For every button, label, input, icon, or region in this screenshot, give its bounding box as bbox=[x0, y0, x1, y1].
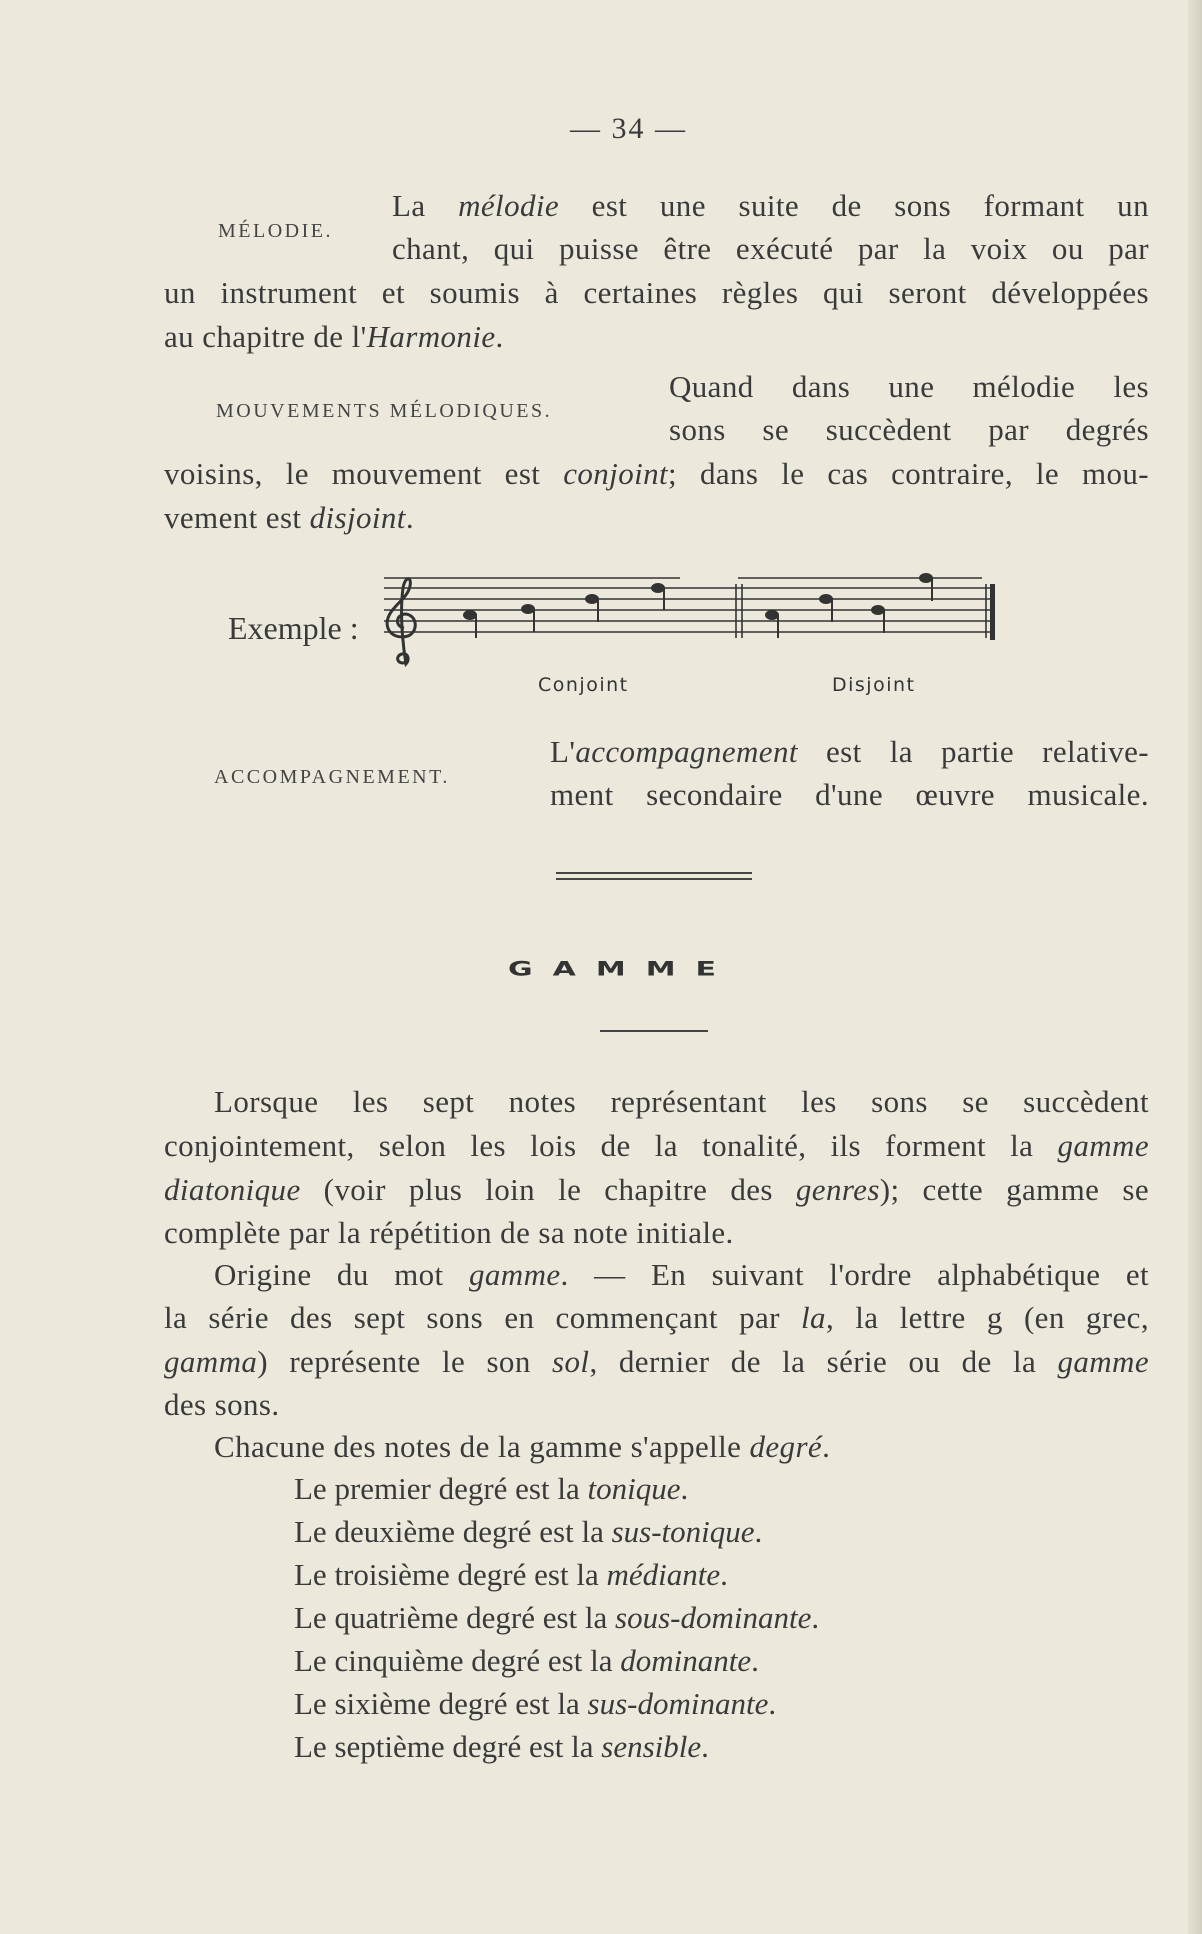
degree-item-4: Le quatrième degré est la sous-dominante. bbox=[294, 1600, 820, 1635]
mouvements-line-1: Quand dans une mélodie les bbox=[669, 369, 1149, 404]
melodie-line-1: La mélodie est une suite de sons formant un bbox=[392, 188, 1149, 223]
gamme-p1-line-3: diatonique (voir plus loin le chapitre des genres); cette gamme se bbox=[164, 1172, 1149, 1207]
melodie-line-2: chant, qui puisse être exécuté par la voix ou par bbox=[392, 231, 1149, 266]
mouvements-line-4: vement est disjoint. bbox=[164, 500, 414, 535]
margin-title-mouvements: MOUVEMENTS MÉLODIQUES. bbox=[216, 400, 553, 422]
title-underline bbox=[600, 1030, 708, 1032]
degree-item-6: Le sixième degré est la sus-dominante. bbox=[294, 1686, 777, 1721]
accompagnement-line-2: ment secondaire d'une œuvre musicale. bbox=[550, 777, 1149, 812]
melodie-line-4: au chapitre de l'Harmonie. bbox=[164, 319, 504, 354]
conjoint-label: Conjoint bbox=[538, 674, 629, 696]
degree-item-7: Le septième degré est la sensible. bbox=[294, 1729, 709, 1764]
gamme-p2-line-3: gamma) représente le son sol, dernier de la série ou de la gamme bbox=[164, 1344, 1149, 1379]
page-edge bbox=[1188, 0, 1202, 1934]
degree-item-1: Le premier degré est la tonique. bbox=[294, 1471, 689, 1506]
disjoint-label: Disjoint bbox=[832, 674, 916, 696]
accompagnement-line-1: L'accompagnement est la partie relative- bbox=[550, 734, 1149, 769]
page-number: — 34 — bbox=[570, 112, 687, 145]
degree-item-2: Le deuxième degré est la sus-tonique. bbox=[294, 1514, 763, 1549]
gamme-p2-line-1: Origine du mot gamme. — En suivant l'ordre alphabétique et bbox=[214, 1257, 1149, 1292]
degree-item-5: Le cinquième degré est la dominante. bbox=[294, 1643, 759, 1678]
section-divider-top bbox=[556, 872, 752, 874]
margin-title-melodie: MÉLODIE. bbox=[218, 220, 333, 242]
mouvements-line-3: voisins, le mouvement est conjoint; dans le cas contraire, le mou- bbox=[164, 456, 1149, 491]
example-label: Exemple : bbox=[228, 610, 359, 646]
gamme-p1-line-4: complète par la répétition de sa note initiale. bbox=[164, 1215, 734, 1250]
mouvements-line-2: sons se succèdent par degrés bbox=[669, 412, 1149, 447]
melodie-line-3: un instrument et soumis à certaines règles qui seront développées bbox=[164, 275, 1149, 310]
degree-item-3: Le troisième degré est la médiante. bbox=[294, 1557, 728, 1592]
gamme-p1-line-2: conjointement, selon les lois de la tonalité, ils forment la gamme bbox=[164, 1128, 1149, 1163]
section-title-gamme: GAMME bbox=[508, 958, 737, 981]
section-divider-bottom bbox=[556, 878, 752, 880]
gamme-p2-line-4: des sons. bbox=[164, 1387, 280, 1422]
gamme-p1-line-1: Lorsque les sept notes représentant les sons se succèdent bbox=[214, 1084, 1149, 1119]
gamme-p2-line-2: la série des sept sons en commençant par la, la lettre g (en grec, bbox=[164, 1300, 1149, 1335]
music-staff bbox=[370, 570, 1000, 685]
margin-title-accompagnement: ACCOMPAGNEMENT. bbox=[214, 766, 450, 788]
gamme-p3: Chacune des notes de la gamme s'appelle degré. bbox=[214, 1429, 831, 1464]
